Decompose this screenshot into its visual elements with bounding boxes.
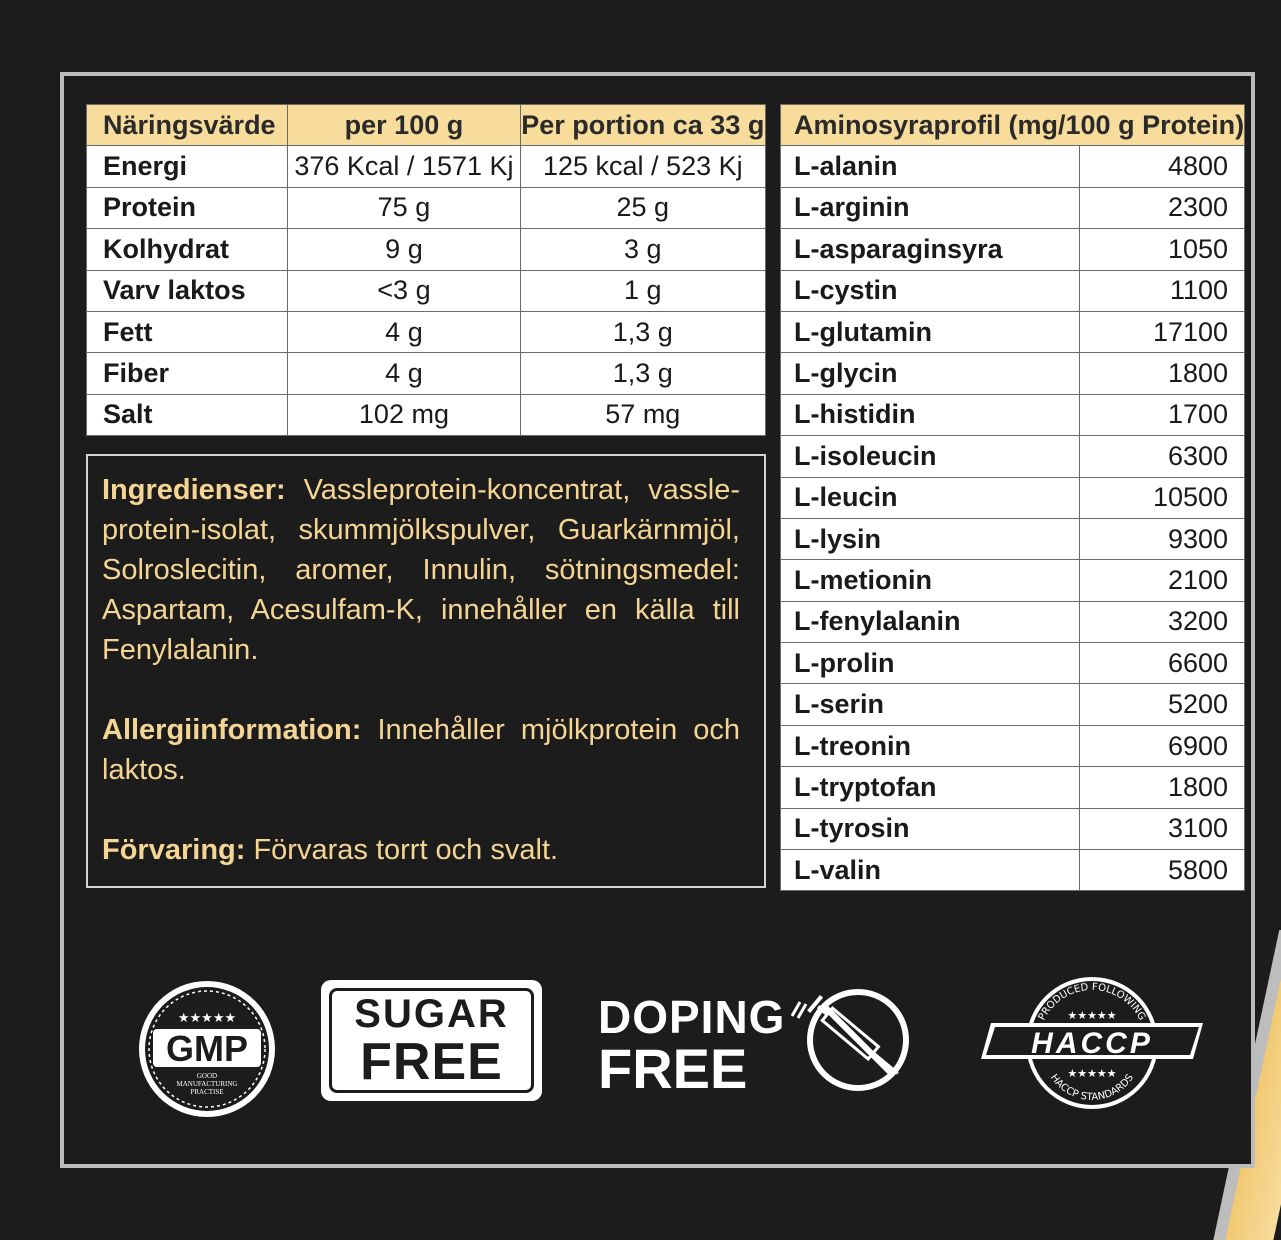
allergy-text: Innehåller mjölkprotein och laktos. (102, 714, 740, 786)
amino-name: L-asparaginsyra (781, 229, 1080, 270)
amino-name: L-glutamin (781, 311, 1080, 352)
ingredients-text: Vassleprotein-koncentrat, vassle-protein-isolat, skummjölkspulver, Guarkärnmjöl, Solroslecitin, aromer, Innulin, sötningsmedel: Aspartam, Acesulfam-K, innehåller en källa till Fenylalanin. (102, 474, 741, 666)
nutrient-per100: 4 g (288, 311, 520, 352)
table-row (781, 601, 1245, 642)
amino-name: L-prolin (781, 643, 1080, 684)
amino-name: L-glycin (781, 353, 1080, 394)
gmp-title: GMP (165, 1028, 249, 1069)
nutrient-portion: 1,3 g (520, 353, 765, 394)
gmp-line3: PRACTISE (190, 1088, 224, 1096)
amino-value: 5200 (1080, 684, 1245, 725)
allergy-paragraph (102, 710, 740, 790)
nutrient-name: Kolhydrat (87, 229, 288, 270)
sugar-free-line1: SUGAR (354, 991, 509, 1036)
amino-value: 6300 (1080, 436, 1245, 477)
table-row (781, 311, 1245, 352)
nutrition-header-portion: Per portion ca 33 g (520, 105, 765, 146)
table-row (781, 394, 1245, 435)
table-row (781, 436, 1245, 477)
storage-label: Förvaring: (102, 834, 246, 866)
amino-name: L-serin (781, 684, 1080, 725)
allergy-label: Allergiinformation: (102, 714, 362, 746)
table-row (781, 518, 1245, 559)
nutrient-name: Protein (87, 187, 288, 228)
table-row (781, 725, 1245, 766)
nutrition-header-per100: per 100 g (288, 105, 520, 146)
table-row (87, 187, 766, 228)
amino-value: 6900 (1080, 725, 1245, 766)
table-row (781, 187, 1245, 228)
ingredients-box (86, 454, 766, 888)
amino-value: 3100 (1080, 808, 1245, 849)
gmp-line1: GOOD (196, 1072, 218, 1080)
sugar-free-badge (321, 980, 542, 1101)
table-row (781, 684, 1245, 725)
nutrient-per100: <3 g (288, 270, 520, 311)
amino-name: L-lysin (781, 518, 1080, 559)
amino-name: L-metionin (781, 560, 1080, 601)
amino-name: L-histidin (781, 394, 1080, 435)
amino-header-row (781, 105, 1245, 146)
doping-free-badge (598, 988, 928, 1098)
storage-text: Förvaras torrt och svalt. (253, 834, 559, 866)
amino-value: 10500 (1080, 477, 1245, 518)
table-row (781, 560, 1245, 601)
amino-name: L-treonin (781, 725, 1080, 766)
nutrient-per100: 102 mg (288, 394, 520, 435)
haccp-seal-icon (977, 973, 1207, 1113)
amino-name: L-leucin (781, 477, 1080, 518)
no-syringe-icon (788, 988, 918, 1098)
gmp-seal-icon (137, 979, 277, 1119)
haccp-title: HACCP (1031, 1027, 1153, 1060)
nutrition-header-name: Näringsvärde (87, 105, 288, 146)
amino-value: 9300 (1080, 518, 1245, 559)
haccp-stars-bottom: ★★★★★ (1067, 1067, 1117, 1080)
amino-value: 4800 (1080, 146, 1245, 187)
amino-value: 2300 (1080, 187, 1245, 228)
table-row (87, 394, 766, 435)
amino-name: L-tryptofan (781, 767, 1080, 808)
amino-name: L-fenylalanin (781, 601, 1080, 642)
amino-header: Aminosyraprofil (mg/100 g Protein) (781, 105, 1245, 146)
table-row (781, 270, 1245, 311)
amino-value: 1050 (1080, 229, 1245, 270)
table-row (781, 229, 1245, 270)
amino-value: 17100 (1080, 311, 1245, 352)
nutrient-per100: 75 g (288, 187, 520, 228)
table-row (781, 643, 1245, 684)
table-row (87, 146, 766, 187)
gmp-badge (137, 979, 277, 1119)
nutrient-per100: 376 Kcal / 1571 Kj (288, 146, 520, 187)
ingredients-label: Ingredienser: (102, 474, 286, 506)
haccp-stars-top: ★★★★★ (1067, 1009, 1117, 1022)
amino-name: L-tyrosin (781, 808, 1080, 849)
nutrient-name: Fett (87, 311, 288, 352)
table-row (781, 146, 1245, 187)
table-row (87, 311, 766, 352)
ingredients-paragraph (102, 470, 740, 670)
amino-value: 3200 (1080, 601, 1245, 642)
nutrient-name: Energi (87, 146, 288, 187)
nutrient-name: Varv laktos (87, 270, 288, 311)
amino-value: 1100 (1080, 270, 1245, 311)
storage-paragraph (102, 830, 740, 870)
doping-free-line2: FREE (598, 1037, 748, 1100)
table-row (87, 353, 766, 394)
table-row (781, 477, 1245, 518)
table-row (781, 767, 1245, 808)
haccp-bottom-text: HACCP STANDARDS (1047, 1072, 1137, 1104)
nutrition-table (86, 104, 766, 436)
gmp-line2: MANUFACTURING (176, 1080, 238, 1088)
doping-free-line1: DOPING (598, 991, 786, 1043)
amino-acid-table (780, 104, 1245, 891)
label-panel (60, 72, 1255, 1168)
table-row (87, 229, 766, 270)
nutrient-portion: 57 mg (520, 394, 765, 435)
nutrient-portion: 1 g (520, 270, 765, 311)
table-row (781, 353, 1245, 394)
amino-value: 1700 (1080, 394, 1245, 435)
nutrient-portion: 25 g (520, 187, 765, 228)
amino-name: L-alanin (781, 146, 1080, 187)
haccp-top-text: PRODUCED FOLLOWING (1036, 981, 1148, 1023)
nutrient-portion: 3 g (520, 229, 765, 270)
table-row (781, 808, 1245, 849)
table-row (87, 270, 766, 311)
nutrient-name: Fiber (87, 353, 288, 394)
haccp-badge (977, 973, 1207, 1113)
gmp-stars: ★★★★★ (177, 1011, 237, 1026)
amino-value: 1800 (1080, 353, 1245, 394)
amino-name: L-arginin (781, 187, 1080, 228)
table-row (781, 850, 1245, 891)
amino-name: L-isoleucin (781, 436, 1080, 477)
sugar-free-frame (329, 988, 534, 1093)
amino-value: 6600 (1080, 643, 1245, 684)
nutrient-portion: 125 kcal / 523 Kj (520, 146, 765, 187)
amino-name: L-cystin (781, 270, 1080, 311)
nutrient-per100: 9 g (288, 229, 520, 270)
amino-value: 2100 (1080, 560, 1245, 601)
nutrient-per100: 4 g (288, 353, 520, 394)
amino-name: L-valin (781, 850, 1080, 891)
amino-value: 5800 (1080, 850, 1245, 891)
nutrient-portion: 1,3 g (520, 311, 765, 352)
sugar-free-line2: FREE (360, 1032, 503, 1091)
amino-value: 1800 (1080, 767, 1245, 808)
nutrient-name: Salt (87, 394, 288, 435)
nutrition-header-row (87, 105, 766, 146)
